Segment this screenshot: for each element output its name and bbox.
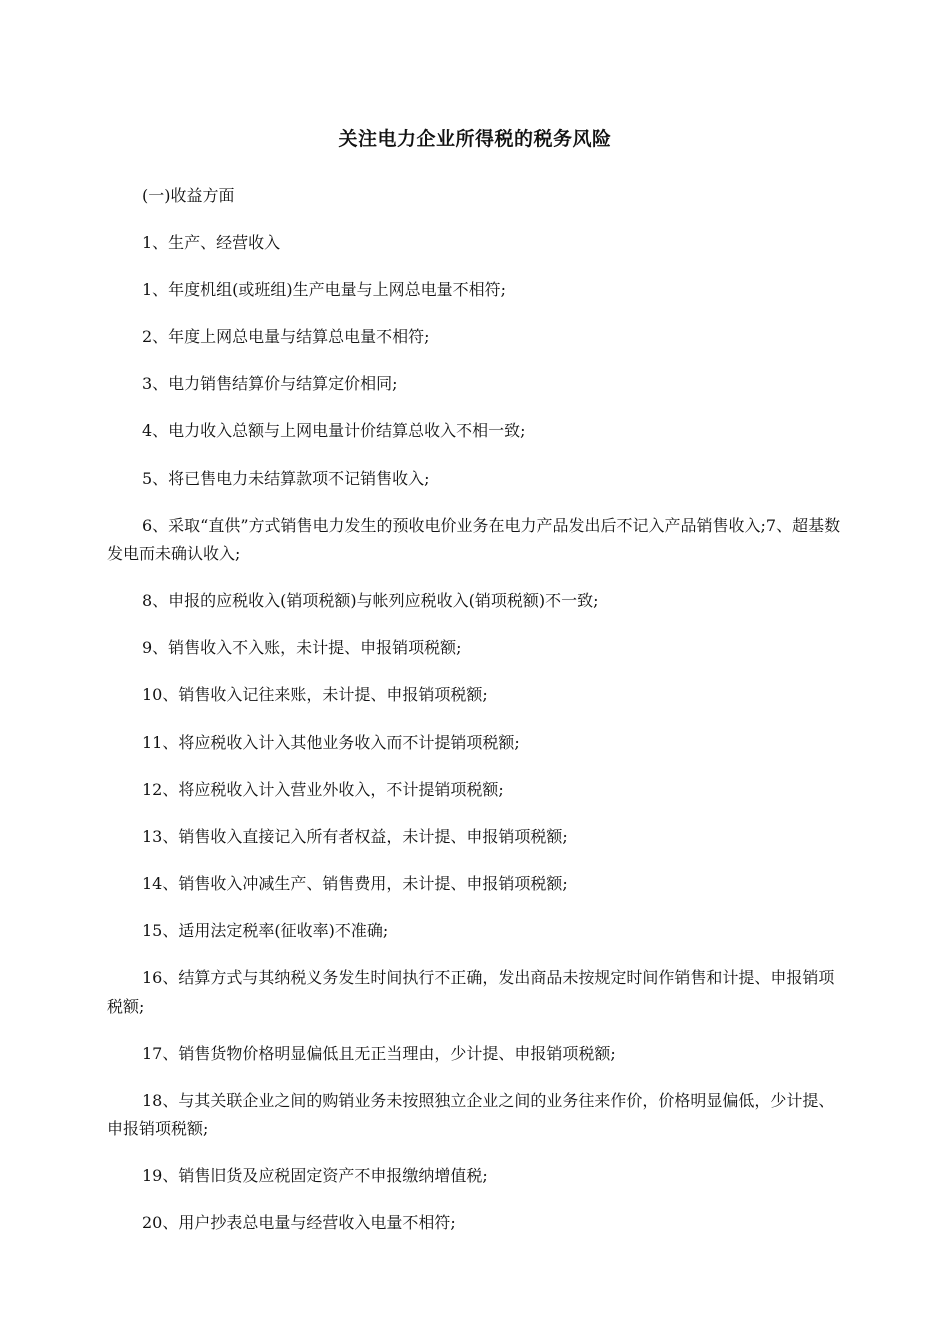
list-item: 2、年度上网总电量与结算总电量不相符; [142,327,430,347]
list-item: 13、销售收入直接记入所有者权益，未计提、申报销项税额; [142,826,568,846]
document-title: 关注电力企业所得税的税务风险 [338,128,612,150]
list-item: 5、将已售电力未结算款项不记销售收入; [142,468,430,488]
list-item: 8、申报的应税收入(销项税额)与帐列应税收入(销项税额)不一致; [142,591,599,611]
list-item: 10、销售收入记往来账，未计提、申报销项税额; [142,685,488,705]
list-item: 3、电力销售结算价与结算定价相同; [142,374,398,394]
list-item: 19、销售旧货及应税固定资产不申报缴纳增值税; [142,1166,488,1186]
document-body [107,182,842,1256]
list-item: 1、年度机组(或班组)生产电量与上网总电量不相符; [142,280,507,300]
list-item: 14、销售收入冲减生产、销售费用，未计提、申报销项税额; [142,873,568,893]
list-item: 4、电力收入总额与上网电量计价结算总收入不相一致; [142,421,526,441]
section-heading: (一)收益方面 [142,186,235,205]
list-item: 16、结算方式与其纳税义务发生时间执行不正确，发出商品未按规定时间作销售和计提、申报销项税额; [107,968,835,1016]
list-item: 6、采取“直供”方式销售电力发生的预收电价业务在电力产品发出后不记入产品销售收入;7、超基数发电而未确认收入; [107,515,841,564]
list-item: 18、与其关联企业之间的购销业务未按照独立企业之间的业务往来作价，价格明显偏低，少计提、申报销项税额; [107,1090,835,1139]
list-item: 9、销售收入不入账，未计提、申报销项税额; [142,638,462,658]
list-item: 15、适用法定税率(征收率)不准确; [142,920,389,940]
list-item: 17、销售货物价格明显偏低且无正当理由，少计提、申报销项税额; [142,1043,616,1063]
list-item: 20、用户抄表总电量与经营收入电量不相符; [142,1213,456,1233]
list-item: 12、将应税收入计入营业外收入，不计提销项税额; [142,779,504,799]
list-item: 11、将应税收入计入其他业务收入而不计提销项税额; [142,732,520,752]
subsection-heading: 1、生产、经营收入 [142,233,281,253]
